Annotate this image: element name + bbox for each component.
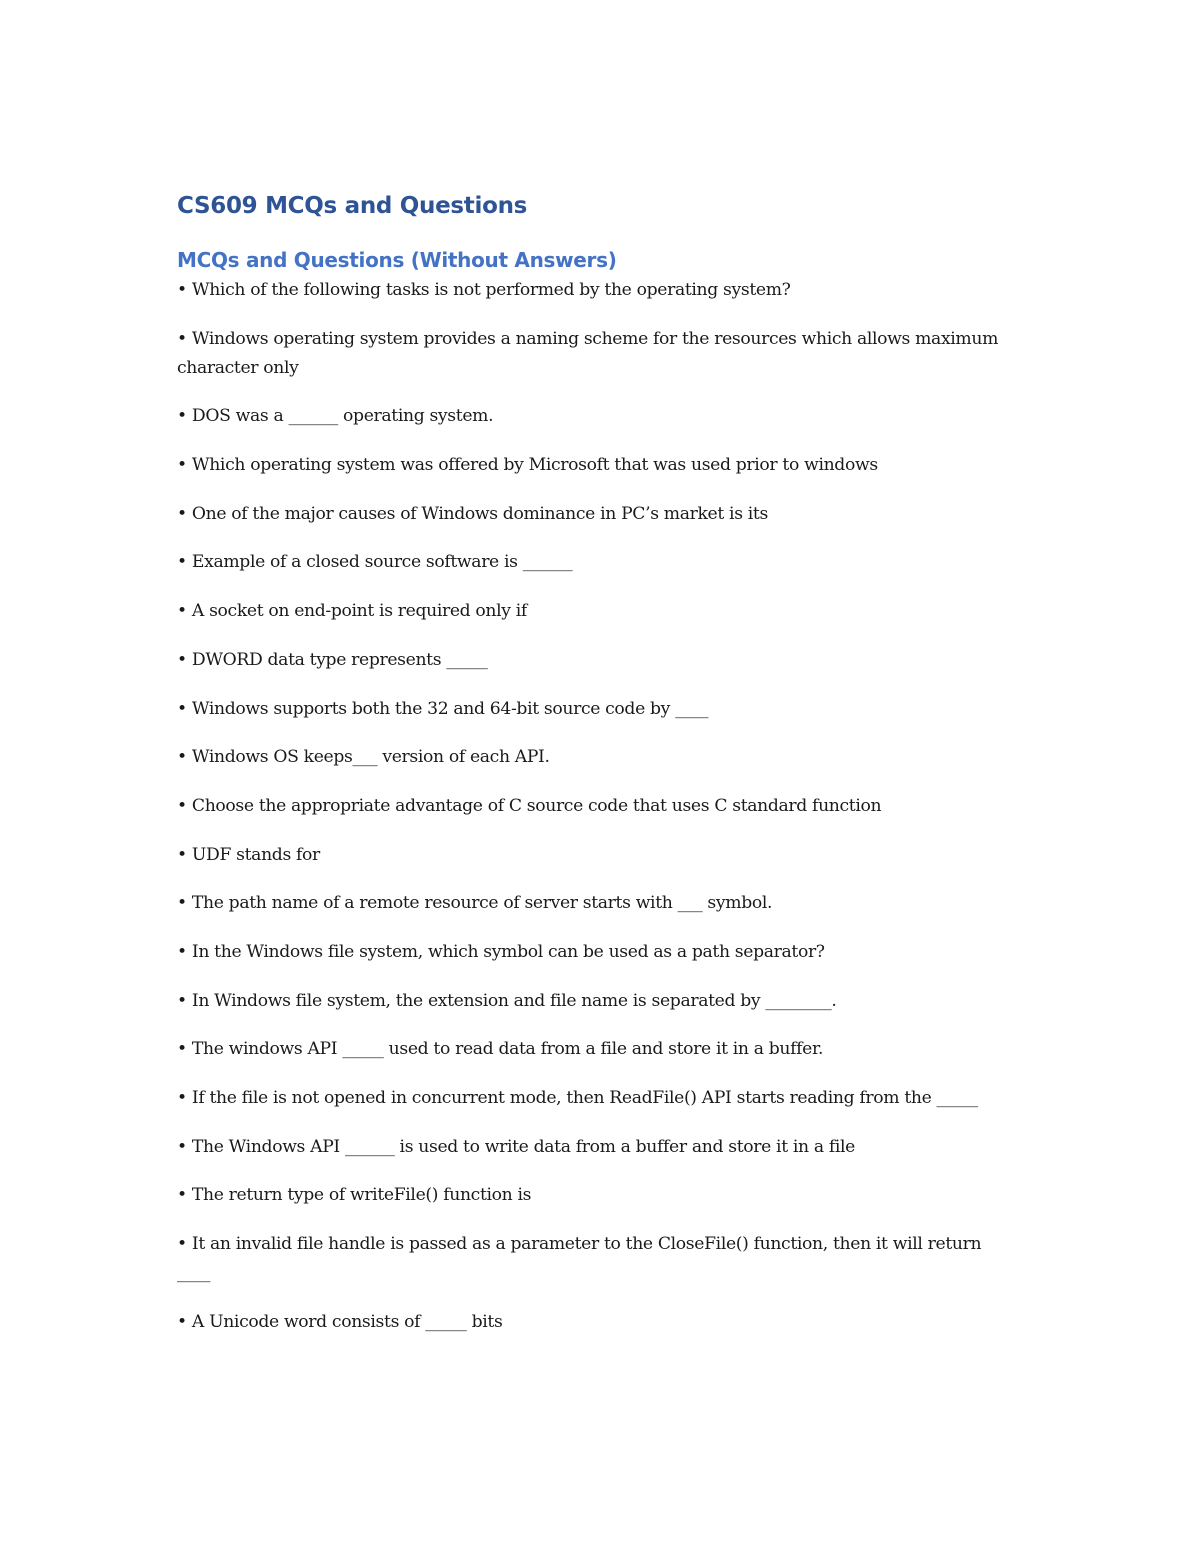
- question-item: • The windows API _____ used to read data from a file and store it in a buffer.: [177, 1039, 824, 1060]
- question-item: • Windows OS keeps___ version of each API.: [177, 747, 550, 768]
- question-item: • The path name of a remote resource of server starts with ___ symbol.: [177, 893, 773, 914]
- question-item: • In the Windows file system, which symbol can be used as a path separator?: [177, 941, 825, 962]
- question-item: • The Windows API ______ is used to write data from a buffer and store it in a file: [177, 1136, 855, 1157]
- question-item: • Windows supports both the 32 and 64-bit source code by ____: [177, 698, 709, 719]
- document-body: [177, 188, 1012, 1356]
- question-item: • A Unicode word consists of _____ bits: [177, 1311, 503, 1332]
- question-item: • DOS was a ______ operating system.: [177, 406, 494, 427]
- question-item: • In Windows file system, the extension and file name is separated by ________.: [177, 990, 837, 1011]
- document-title: CS609 MCQs and Questions: [177, 193, 528, 219]
- question-item: • The return type of writeFile() function is: [177, 1185, 532, 1206]
- question-item: • Example of a closed source software is ______: [177, 552, 573, 573]
- question-item: • If the file is not opened in concurrent mode, then ReadFile() API starts reading from the _____: [177, 1088, 978, 1108]
- question-item: • UDF stands for: [177, 844, 320, 865]
- question-item: • A socket on end-point is required only if: [177, 601, 527, 622]
- question-item: • One of the major causes of Windows dominance in PC’s market is its: [177, 503, 768, 524]
- section-heading: MCQs and Questions (Without Answers): [177, 248, 617, 272]
- question-item: • Windows operating system provides a naming scheme for the resources which allows maximum character only: [177, 328, 999, 378]
- question-list: [177, 276, 1012, 1337]
- question-item: • Which operating system was offered by Microsoft that was used prior to windows: [177, 455, 878, 476]
- question-item: • It an invalid file handle is passed as a parameter to the CloseFile() function, then it will return ____: [177, 1234, 982, 1284]
- question-item: • Which of the following tasks is not performed by the operating system?: [177, 280, 791, 300]
- question-item: • DWORD data type represents _____: [177, 649, 488, 670]
- question-item: • Choose the appropriate advantage of C source code that uses C standard function: [177, 795, 882, 816]
